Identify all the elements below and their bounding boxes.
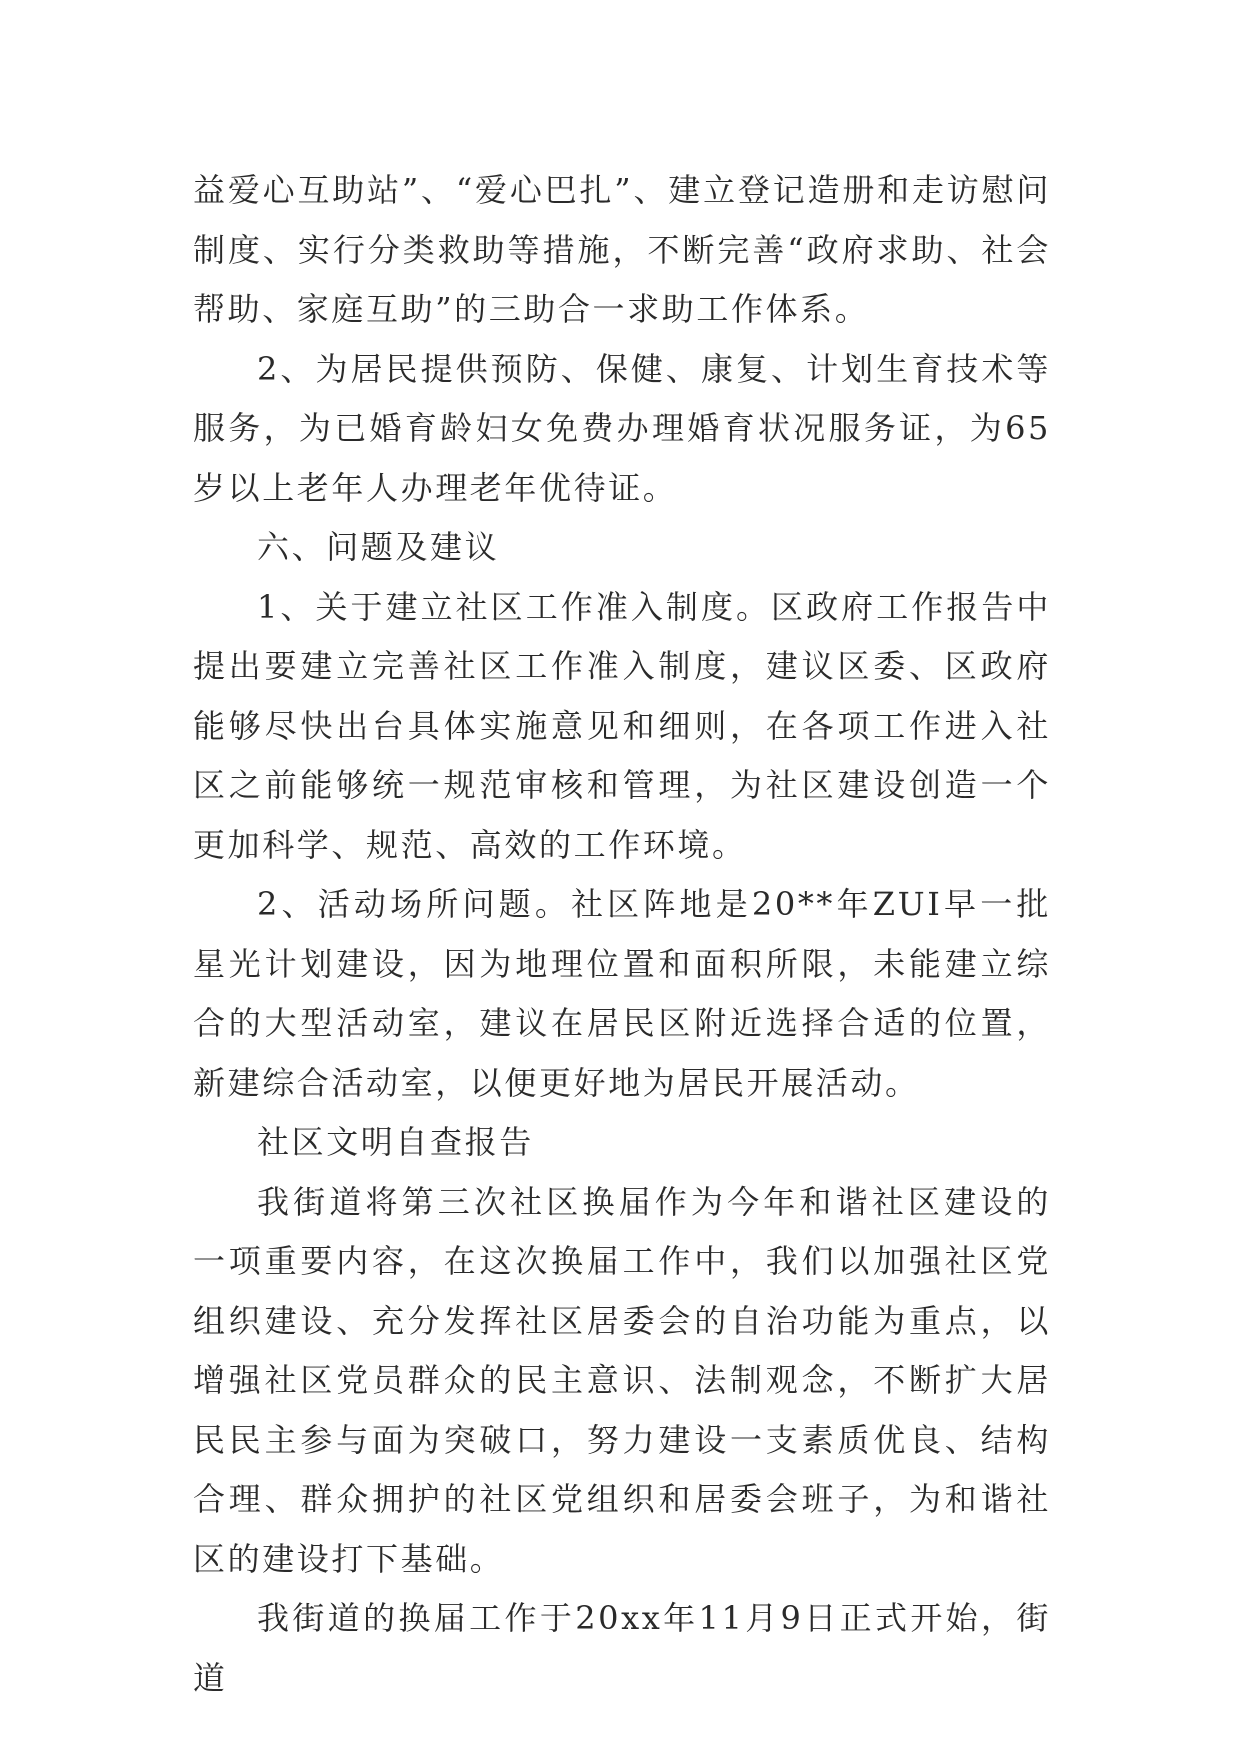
report-title: 社区文明自查报告 (257, 1123, 534, 1161)
paragraph: 1、关于建立社区工作准入制度。区政府工作报告中提出要建立完善社区工作准入制度，建议区委、区政府能够尽快出台具体实施意见和细则，在各项工作进入社区之前能够统一规范审核和管理，为社区建设创造一个更加科学、规范、高效的工作环境。 (193, 587, 1051, 864)
paragraph: 益爱心互助站”、“爱心巴扎”、建立登记造册和走访慰问制度、实行分类救助等措施，不断完善“政府求助、社会帮助、家庭互助”的三助合一求助工作体系。 (193, 171, 1051, 328)
paragraph: 我街道将第三次社区换届作为今年和谐社区建设的一项重要内容，在这次换届工作中，我们以加强社区党组织建设、充分发挥社区居委会的自治功能为重点，以增强社区党员群众的民主意识、法制观念，不断扩大居民民主参与面为突破口，努力建设一支素质优良、结构合理、群众拥护的社区党组织和居委会班子，为和谐社区的建设打下基础。 (193, 1182, 1051, 1578)
paragraph: 2、活动场所问题。社区阵地是20**年ZUI早一批星光计划建设，因为地理位置和面积所限，未能建立综合的大型活动室，建议在居民区附近选择合适的位置，新建综合活动室，以便更好地为居民开展活动。 (193, 885, 1051, 1102)
paragraph: 我街道的换届工作于20xx年11月9日正式开始，街道 (193, 1599, 1051, 1697)
document-body (193, 161, 1051, 1708)
section-heading: 六、问题及建议 (257, 528, 500, 566)
paragraph: 2、为居民提供预防、保健、康复、计划生育技术等服务，为已婚育龄妇女免费办理婚育状况服务证，为65岁以上老年人办理老年优待证。 (193, 349, 1051, 507)
